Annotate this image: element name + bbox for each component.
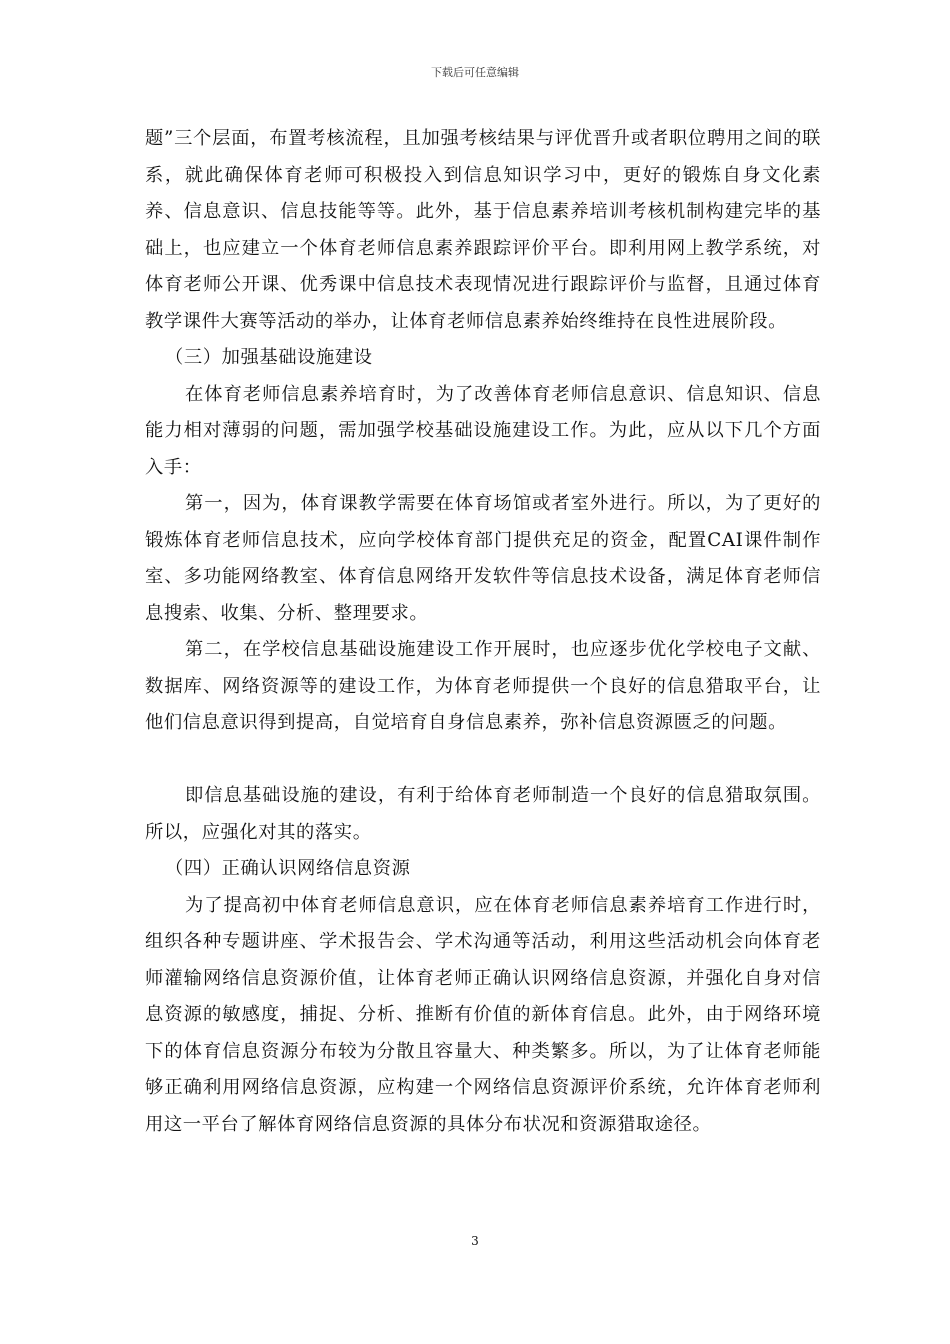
paragraph-continuation: 题”三个层面，布置考核流程，且加强考核结果与评优晋升或者职位聘用之间的联系，就此确保体育老师可积极投入到信息知识学习中，更好的锻炼自身文化素养、信息意识、信息技能等等。此外，基于信息素养培训考核机制构建完毕的基础上，也应建立一个体育老师信息素养跟踪评价平台。即利用网上教学系统，对体育老师公开课、优秀课中信息技术表现情况进行跟踪评价与监督，且通过体育教学课件大赛等活动的举办，让体育老师信息素养始终维持在良性进展阶段。 — [145, 128, 821, 332]
paragraph-network-resources: 为了提高初中体育老师信息意识，应在体育老师信息素养培育工作进行时，组织各种专题讲座、学术报告会、学术沟通等活动，利用这些活动机会向体育老师灌输网络信息资源价值，让体育老师正确认识网络信息资源，并强化自身对信息资源的敏感度，捕捉、分析、推断有价值的新体育信息。此外，由于网络环境下的体育信息资源分布较为分散且容量大、种类繁多。所以，为了让体育老师能够正确利用网络信息资源，应构建一个网络信息资源评价系统，允许体育老师利用这一平台了解体育网络信息资源的具体分布状况和资源猎取途径。 — [145, 894, 821, 1135]
paragraph-first-point: 第一，因为，体育课教学需要在体育场馆或者室外进行。所以，为了更好的锻炼体育老师信息技术，应向学校体育部门提供充足的资金，配置CAI课件制作室、多功能网络教室、体育信息网络开发软件等信息技术设备，满足体育老师信息搜索、收集、分析、整理要求。 — [145, 493, 821, 624]
paragraph-summary: 即信息基础设施的建设，有利于给体育老师制造一个良好的信息猎取氛围。所以，应强化对其的落实。 — [145, 785, 821, 843]
section-heading-3: （三）加强基础设施建设 — [165, 347, 373, 368]
blank-line — [145, 742, 821, 779]
paragraph-second-point: 第二，在学校信息基础设施建设工作开展时，也应逐步优化学校电子文献、数据库、网络资源等的建设工作，为体育老师提供一个良好的信息猎取平台，让他们信息意识得到提高，自觉培育自身信息素养，弥补信息资源匮乏的问题。 — [145, 639, 821, 733]
page-number: 3 — [471, 1234, 479, 1248]
section-heading-4: （四）正确认识网络信息资源 — [165, 858, 411, 879]
document-body — [145, 121, 821, 1143]
paragraph-infrastructure-intro: 在体育老师信息素养培育时，为了改善体育老师信息意识、信息知识、信息能力相对薄弱的问题，需加强学校基础设施建设工作。为此，应从以下几个方面入手： — [145, 383, 821, 478]
page-header: 下载后可任意编辑 — [431, 66, 519, 79]
